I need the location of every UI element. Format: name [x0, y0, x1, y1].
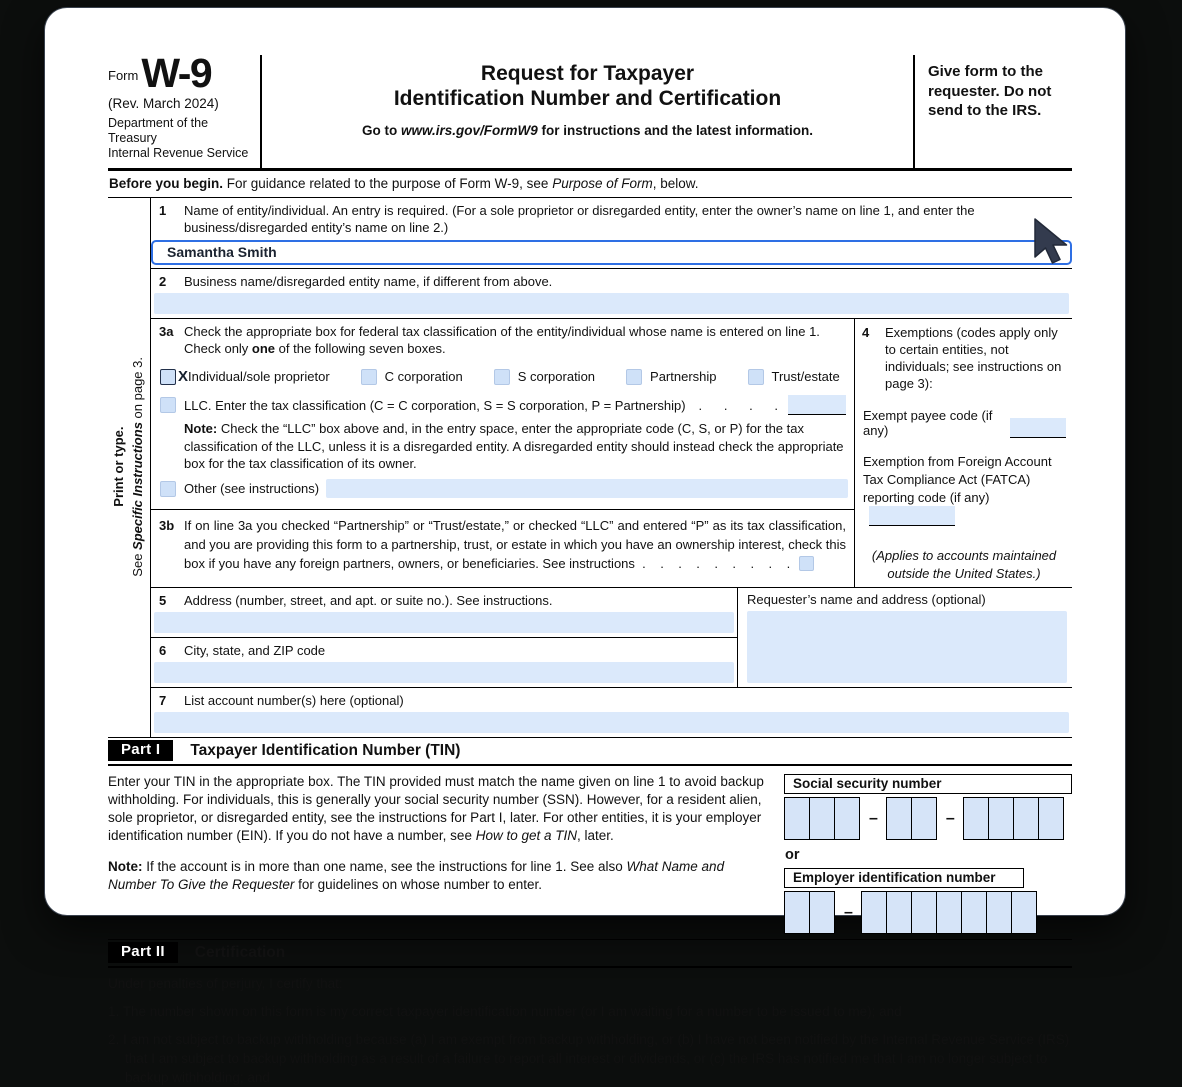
line1-number: 1 [159, 202, 167, 218]
line6-number: 6 [159, 642, 167, 658]
row-line7 [151, 688, 1072, 733]
checkbox-trust-estate-label: Trust/estate [771, 369, 840, 385]
line5-number: 5 [159, 592, 167, 608]
row-line1 [151, 198, 1072, 269]
other-row [151, 474, 854, 505]
other-input[interactable] [326, 479, 848, 498]
ssn-digit-cell[interactable] [1038, 797, 1064, 840]
ein-cells [784, 891, 1072, 934]
fatca-code-input[interactable] [869, 506, 955, 526]
ein-digit-cell[interactable] [886, 891, 912, 934]
fatca-label: Exemption from Foreign Account Tax Compliance Act (FATCA) reporting code (if any) [863, 453, 1052, 505]
part1-instructions [108, 773, 770, 934]
address-input[interactable] [154, 612, 734, 633]
other-label: Other (see instructions) [184, 481, 320, 497]
certification-intro: Under penalties of perjury, I certify that: [108, 976, 343, 992]
ssn-cells [784, 797, 1072, 840]
ein-digit-cell[interactable] [961, 891, 987, 934]
checkbox-individual-label: Individual/sole proprietor [188, 369, 330, 385]
ssn-digit-cell[interactable] [1013, 797, 1039, 840]
line4-label: Exemptions (codes apply only to certain entities, not individuals; see instructions on page 3): [885, 325, 1062, 392]
line7-number: 7 [159, 692, 167, 708]
row-line5-6 [151, 588, 1072, 688]
line3a-block [151, 319, 854, 510]
ssn-digit-cell[interactable] [809, 797, 835, 840]
checkbox-s-corporation-box[interactable] [494, 369, 510, 385]
ssn-digit-cell[interactable] [963, 797, 989, 840]
line3b-block [151, 510, 854, 582]
line2-label: Business name/disregarded entity name, if different from above. [184, 273, 553, 289]
ein-digit-cell[interactable] [936, 891, 962, 934]
part1-bar [108, 738, 1072, 766]
checkbox-x-mark: X [178, 368, 189, 386]
ein-dash: – [844, 903, 853, 921]
ssn-dash: – [945, 809, 955, 827]
llc-row [151, 392, 854, 417]
row-line2 [151, 269, 1072, 319]
form-rows [150, 198, 1072, 737]
service-line: Internal Revenue Service [108, 146, 249, 161]
line6-block [151, 638, 737, 683]
requester-block [737, 588, 1072, 687]
part2-badge: Part II [108, 942, 178, 963]
exempt-payee-row [862, 408, 1066, 438]
city-state-zip-input[interactable] [154, 662, 734, 683]
line3a-number: 3a [159, 324, 174, 340]
business-name-input[interactable] [154, 293, 1069, 314]
exempt-payee-input[interactable] [1010, 418, 1066, 438]
line5-block [151, 588, 737, 638]
name-input[interactable]: Samantha Smith [151, 240, 1072, 265]
part1-content [108, 766, 1072, 934]
checkbox-partnership-label: Partnership [650, 369, 717, 385]
ssn-dash: – [869, 809, 878, 827]
ein-digit-cell[interactable] [911, 891, 937, 934]
give-form-note: Give form to the requester. Do not send to the IRS. [928, 63, 1052, 119]
ssn-header: Social security number [784, 774, 1072, 794]
ein-digit-cell[interactable] [861, 891, 887, 934]
ein-header: Employer identification number [784, 868, 1024, 888]
line3b-dot-leader: . . . . . . . . . [634, 555, 791, 571]
checkbox-individual[interactable] [160, 368, 330, 385]
form-revision: (Rev. March 2024) [108, 95, 219, 111]
tin-paragraph: Enter your TIN in the appropriate box. The TIN provided must match the name given on line 1 to avoid backup withholding. For individuals, this is generally your social security number (SSN). However, for a resident alien, sole proprietor, or disregarded entity, see the instructions for Part I, later. For other entities, it is your employer identification number (EIN). If you do not have a number, see How to get a TIN, later. [108, 774, 764, 844]
account-numbers-input[interactable] [154, 712, 1069, 733]
llc-note: Note: Check the “LLC” box above and, in the entry space, enter the appropriate code (C, S, or P) for the tax classification of the LLC, unless it is a disregarded entity. A disregarded entity should instead check the appropriate box for the tax classification of its owner. [184, 421, 844, 471]
checkbox-partnership[interactable] [626, 369, 716, 385]
fatca-row [862, 453, 1066, 527]
checkbox-individual-box[interactable] [160, 369, 176, 385]
ein-digit-cell[interactable] [784, 891, 810, 934]
classification-checkboxes [151, 359, 854, 392]
part2-title: Certification [194, 943, 286, 961]
form-title-line1: Request for Taxpayer [480, 62, 695, 85]
ssn-digit-cell[interactable] [834, 797, 860, 840]
tin-note-paragraph: Note: If the account is in more than one name, see the instructions for line 1. See also What Name and Number To Give the Requester for guidelines on whose number to enter. [108, 859, 725, 893]
ssn-digit-cell[interactable] [784, 797, 810, 840]
checkbox-c-corporation-label: C corporation [384, 369, 463, 385]
department-line: Department of the Treasury [108, 115, 209, 146]
llc-dot-leader: . . . . [698, 397, 778, 413]
checkbox-s-corporation[interactable] [494, 369, 595, 385]
form-header [108, 50, 1072, 171]
llc-label: LLC. Enter the tax classification (C = C corporation, S = S corporation, P = Partnership) [184, 397, 686, 413]
print-or-type-sidebar [108, 198, 150, 737]
checkbox-c-corporation-box[interactable] [361, 369, 377, 385]
goto-instructions: Go to www.irs.gov/FormW9 for instructions and the latest information. [361, 122, 814, 138]
checkbox-llc-box[interactable] [160, 397, 176, 413]
sidebar-line2: See Specific Instructions on page 3. [130, 357, 145, 578]
checkbox-trust-estate-box[interactable] [748, 369, 764, 385]
line3b-text: If on line 3a you checked “Partnership” or “Trust/estate,” or checked “LLC” and entered “P” as its tax classification, and you are providing this form to a partnership, trust, or estate in which you have an ownership interest, check this box if you have any foreign partners, owners, or beneficiaries. See instructions . . . . . . . . . [184, 518, 846, 571]
exempt-payee-label: Exempt payee code (if any) [863, 407, 993, 438]
form-title-line2: Identification Number and Certification [393, 86, 782, 110]
line7-label: List account number(s) here (optional) [184, 692, 404, 708]
ssn-digit-cell[interactable] [911, 797, 937, 840]
irs-url-link[interactable]: www.irs.gov/FormW9 [400, 122, 538, 138]
ein-digit-cell[interactable] [1011, 891, 1037, 934]
checkbox-foreign-partners[interactable] [799, 556, 814, 571]
line3a-label: Check the appropriate box for federal tax classification of the entity/individual whose name is entered on line 1. Check only one of the following seven boxes. [184, 324, 820, 357]
ein-digit-cell[interactable] [986, 891, 1012, 934]
form-header-left [108, 50, 260, 168]
line6-label: City, state, and ZIP code [184, 642, 326, 658]
part2-bar [108, 940, 1072, 968]
ssn-digit-cell[interactable] [886, 797, 912, 840]
certification-item2: 2. I am not subject to backup withholding because (a) I am exempt from backup withholding, or (b) I have not been notified by the Internal Revenue Service (IRS) that I am subject to backup withholding as a result of a failure to report all interest or dividends, or (c) the IRS has notified me that I am no longer subject to backup withholding; and [108, 1031, 1070, 1085]
row-line3-4 [151, 319, 1072, 588]
w9-form-page [45, 8, 1125, 1085]
line1-label: Name of entity/individual. An entry is required. (For a sole proprietor or disregarded entity, enter the owner’s name on line 1, and enter the business/disregarded entity’s name on line 2.) [184, 202, 975, 235]
requester-input[interactable] [747, 611, 1067, 683]
sidebar-line1: Print or type. [111, 427, 127, 508]
line3b-number: 3b [159, 518, 175, 534]
ein-digit-cell[interactable] [809, 891, 835, 934]
line4-number: 4 [862, 325, 870, 341]
before-you-begin: Before you begin. For guidance related to the purpose of Form W-9, see Purpose of Form, below. [108, 171, 1072, 198]
checkbox-trust-estate[interactable] [748, 369, 840, 385]
line4-block [854, 319, 1072, 587]
certification-item1: 1. The number shown on this form is my correct taxpayer identification number (or I am waiting for a number to be issued to me); and [108, 1003, 902, 1019]
checkbox-other-box[interactable] [160, 481, 176, 497]
form-word: Form [108, 67, 139, 83]
line2-number: 2 [159, 273, 167, 289]
part1-title: Taxpayer Identification Number (TIN) [190, 741, 461, 759]
line5-label: Address (number, street, and apt. or suite no.). See instructions. [184, 592, 553, 608]
or-word: or [785, 847, 800, 864]
checkbox-c-corporation[interactable] [361, 369, 463, 385]
checkbox-partnership-box[interactable] [626, 369, 642, 385]
part2-content [108, 968, 1072, 1087]
form-body [108, 198, 1072, 738]
form-title-block [260, 55, 915, 168]
checkbox-s-corporation-label: S corporation [517, 369, 596, 385]
requester-label: Requester’s name and address (optional) [747, 591, 986, 607]
llc-code-input[interactable] [788, 395, 846, 415]
ssn-digit-cell[interactable] [988, 797, 1014, 840]
part1-badge: Part I [108, 740, 173, 761]
form-number: W-9 [141, 50, 212, 96]
tin-entry-area [784, 773, 1072, 934]
applies-note: (Applies to accounts maintained outside the United States.) [871, 548, 1057, 581]
